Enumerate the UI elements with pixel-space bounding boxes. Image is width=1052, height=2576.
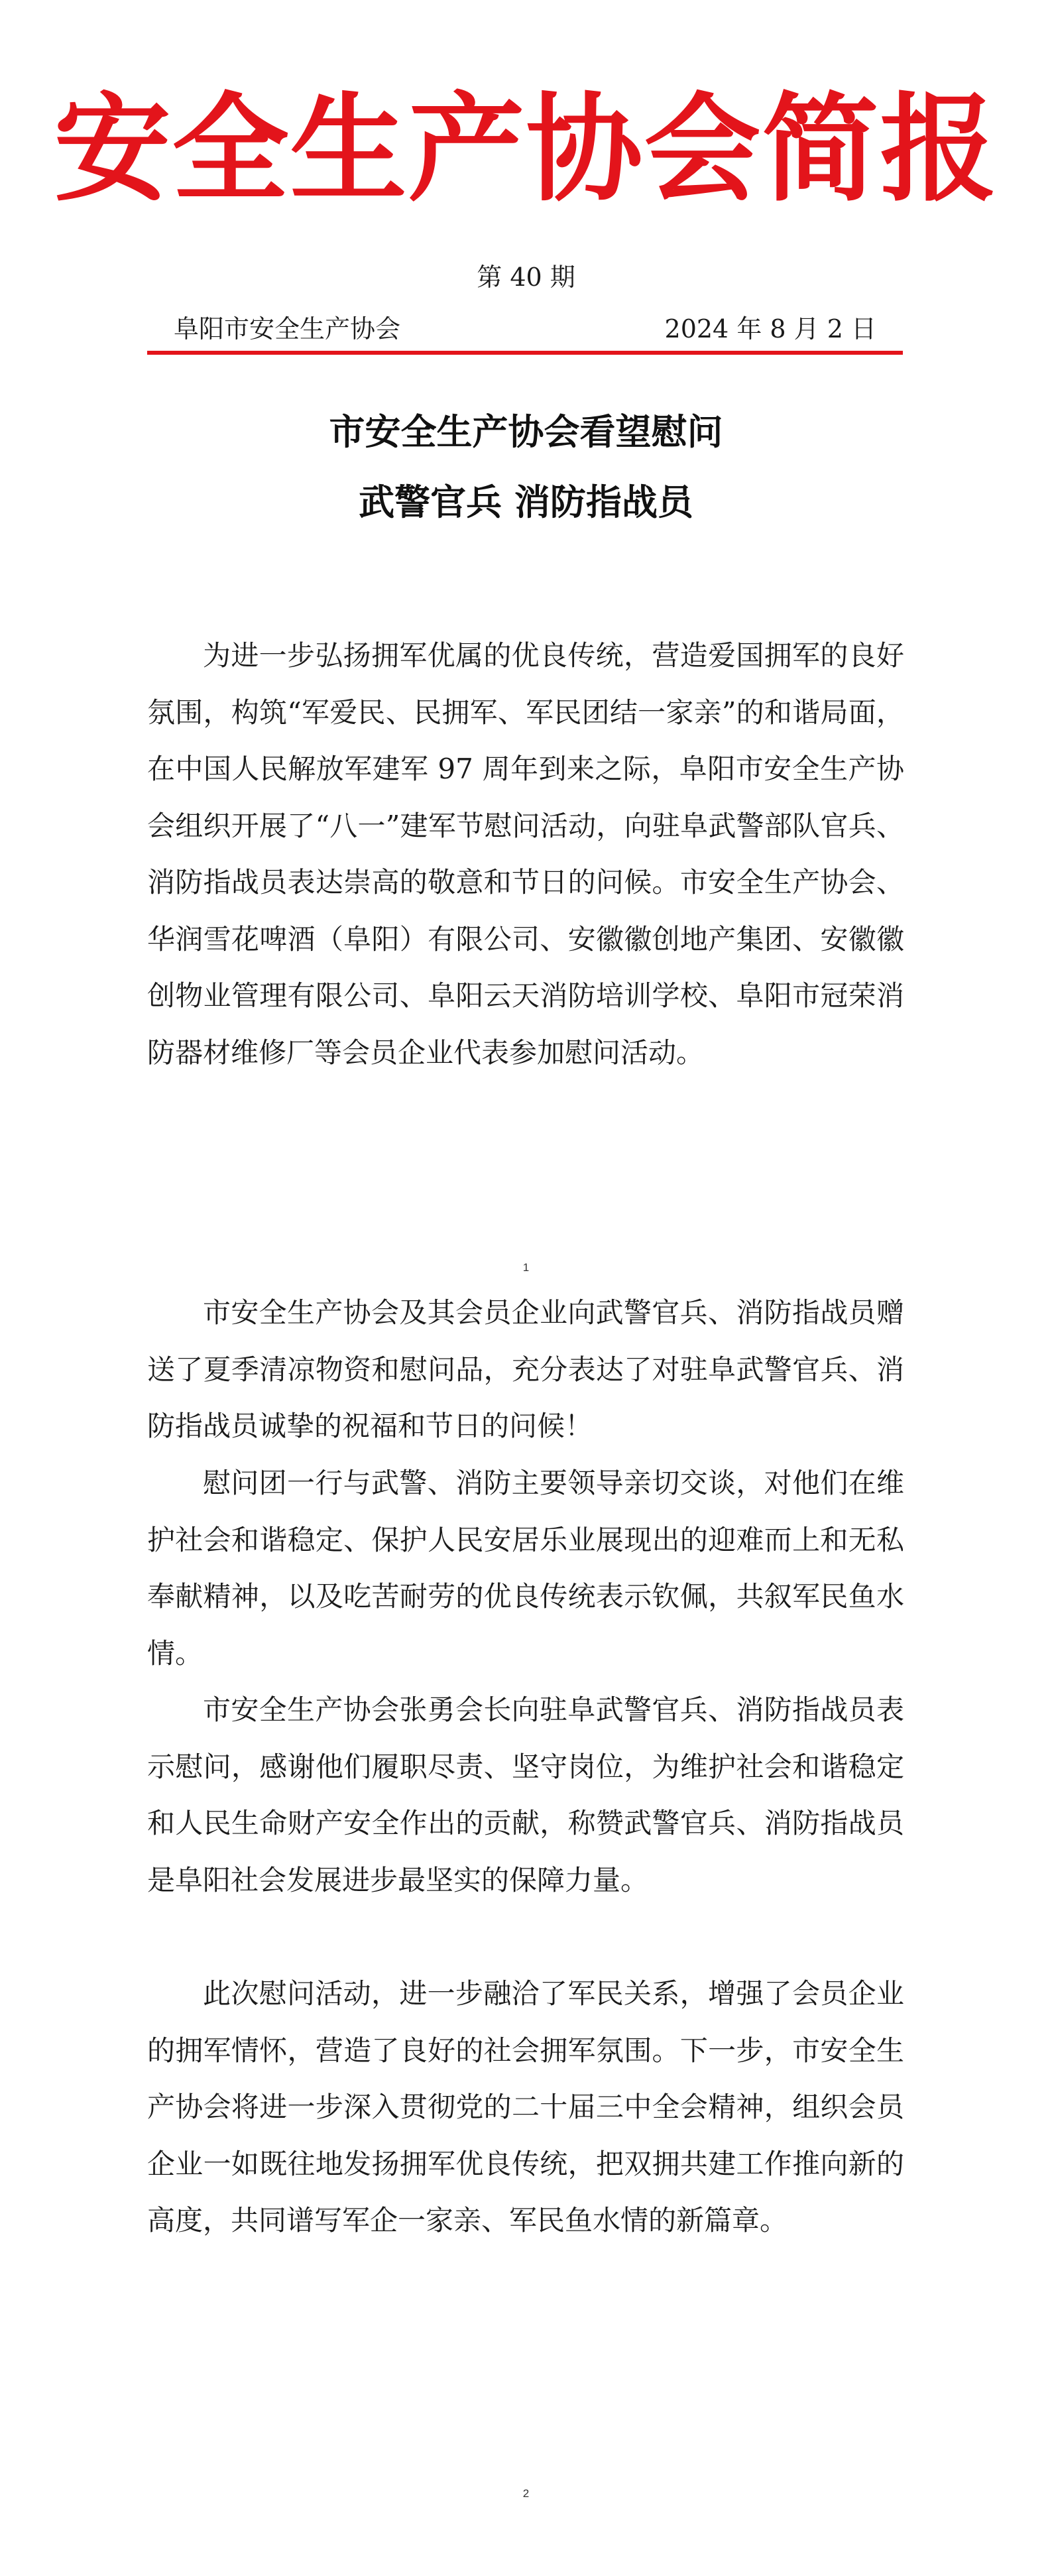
article-paragraph-4: 市安全生产协会张勇会长向驻阜武警官兵、消防指战员表示慰问，感谢他们履职尽责、坚守岗位，为维护社会和谐稳定和人民生命财产安全作出的贡献，称赞武警官兵、消防指战员是阜阳社会发展进步最坚实的保障力量。 bbox=[147, 1693, 904, 1896]
article-title-line-1: 市安全生产协会看望慰问 bbox=[329, 410, 723, 453]
issue-number: 第 40 期 bbox=[477, 263, 575, 292]
article-paragraph-2: 市安全生产协会及其会员企业向武警官兵、消防指战员赠送了夏季清凉物资和慰问品，充分表达了对驻阜武警官兵、消防指战员诚挚的祝福和节日的问候！ bbox=[147, 1296, 904, 1442]
issuer-row bbox=[174, 310, 876, 347]
page-number-1: 1 bbox=[522, 1261, 530, 1274]
article-paragraph-1: 为进一步弘扬拥军优属的优良传统，营造爱国拥军的良好氛围，构筑“军爱民、民拥军、军民团结一家亲”的和谐局面，在中国人民解放军建军 97 周年到来之际，阜阳市安全生产协会组织开展了“八一”建军节慰问活动，向驻阜武警部队官兵、消防指战员表达崇高的敬意和节日的问候。市安全生产协会、华润雪花啤酒（阜阳）有限公司、安徽徽创地产集团、安徽徽创物业管理有限公司、阜阳云天消防培训学校、阜阳市冠荣消防器材维修厂等会员企业代表参加慰问活动。 bbox=[147, 639, 904, 1069]
masthead-title: 安全生产协会简报 bbox=[54, 80, 998, 217]
red-divider-line bbox=[147, 351, 903, 355]
issuing-organization: 阜阳市安全生产协会 bbox=[174, 314, 401, 343]
issue-date: 2024 年 8 月 2 日 bbox=[664, 314, 876, 343]
article-paragraph-3: 慰问团一行与武警、消防主要领导亲切交谈，对他们在维护社会和谐稳定、保护人民安居乐业展现出的迎难而上和无私奉献精神，以及吃苦耐劳的优良传统表示钦佩，共叙军民鱼水情。 bbox=[147, 1467, 904, 1670]
article-title-line-2: 武警官兵 消防指战员 bbox=[359, 481, 693, 523]
page-number-2: 2 bbox=[522, 2487, 530, 2500]
article-paragraph-5: 此次慰问活动，进一步融洽了军民关系，增强了会员企业的拥军情怀，营造了良好的社会拥军氛围。下一步，市安全生产协会将进一步深入贯彻党的二十届三中全会精神，组织会员企业一如既往地发扬拥军优良传统，把双拥共建工作推向新的高度，共同谱写军企一家亲、军民鱼水情的新篇章。 bbox=[147, 1977, 904, 2237]
